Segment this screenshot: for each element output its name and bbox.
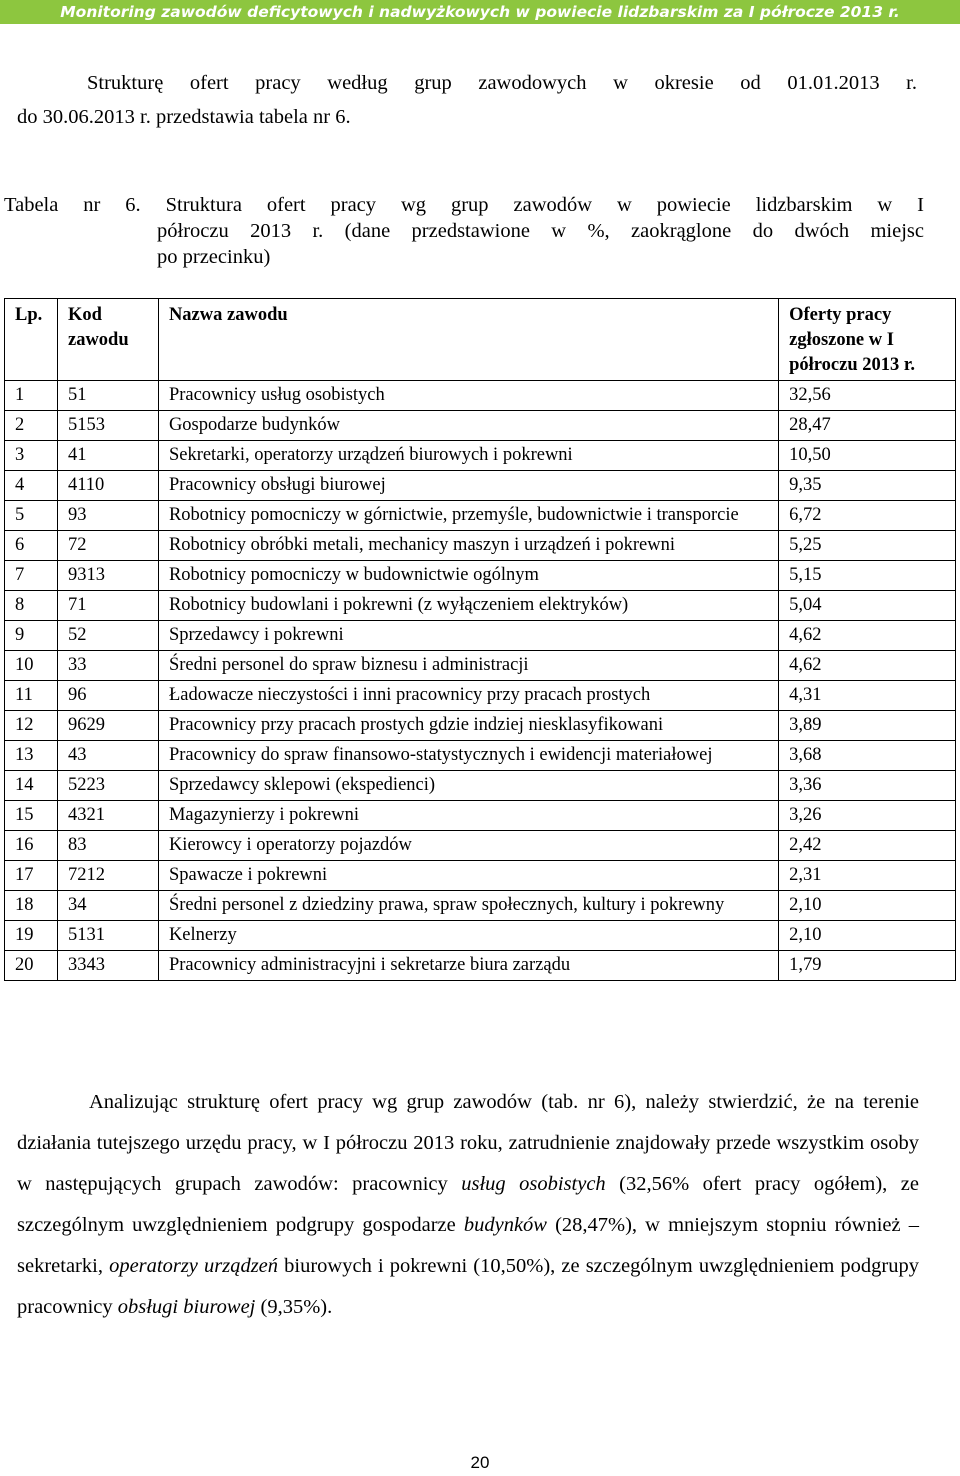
table-row bbox=[5, 411, 956, 441]
analysis-text bbox=[17, 1082, 919, 1328]
intro-line-1: Strukturę ofert pracy według grup zawodowych w okresie od 01.01.2013 r. bbox=[87, 72, 917, 94]
cell-oferty: 3,36 bbox=[779, 771, 956, 801]
cell-lp: 20 bbox=[5, 951, 58, 981]
cell-oferty: 5,15 bbox=[779, 561, 956, 591]
cell-nazwa: Pracownicy do spraw finansowo-statystycznych i ewidencji materiałowej bbox=[158, 741, 778, 771]
cell-kod: 9629 bbox=[57, 711, 158, 741]
cell-nazwa: Średni personel z dziedziny prawa, spraw społecznych, kultury i pokrewny bbox=[158, 891, 778, 921]
caption-line-2-normal: (dane przedstawione w %, zaokrąglone do dwóch miejsc bbox=[323, 220, 924, 242]
cell-nazwa: Średni personel do spraw biznesu i administracji bbox=[158, 651, 778, 681]
cell-oferty: 6,72 bbox=[779, 501, 956, 531]
cell-lp: 15 bbox=[5, 801, 58, 831]
cell-lp: 5 bbox=[5, 501, 58, 531]
table-row bbox=[5, 921, 956, 951]
cell-lp: 10 bbox=[5, 651, 58, 681]
cell-oferty: 2,10 bbox=[779, 891, 956, 921]
analysis-text-2: (32,56% ofert pracy ogółem), ze szczególnym uwzględnieniem podgrupy gospodarze bbox=[17, 1173, 919, 1236]
table-row bbox=[5, 681, 956, 711]
header-kod: Kod zawodu bbox=[57, 299, 158, 381]
table-row bbox=[5, 441, 956, 471]
cell-oferty: 32,56 bbox=[779, 381, 956, 411]
cell-nazwa: Sekretarki, operatorzy urządzeń biurowych i pokrewni bbox=[158, 441, 778, 471]
cell-oferty: 4,62 bbox=[779, 621, 956, 651]
cell-lp: 8 bbox=[5, 591, 58, 621]
cell-kod: 93 bbox=[57, 501, 158, 531]
cell-nazwa: Pracownicy przy pracach prostych gdzie indziej niesklasyfikowani bbox=[158, 711, 778, 741]
cell-kod: 71 bbox=[57, 591, 158, 621]
analysis-text-1: Analizując strukturę ofert pracy wg grup zawodów (tab. nr 6), należy stwierdzić, że na terenie działania tutejszego urzędu pracy, w I półroczu 2013 roku, zatrudnienie znajdowały przede wszystkim osoby w następujących grupach zawodów: pracownicy bbox=[17, 1091, 919, 1195]
analysis-text-4: biurowych i pokrewni (10,50%), ze szczególnym uwzględnieniem podgrupy pracownicy bbox=[17, 1255, 919, 1318]
cell-oferty: 2,10 bbox=[779, 921, 956, 951]
table-row bbox=[5, 471, 956, 501]
cell-oferty: 28,47 bbox=[779, 411, 956, 441]
cell-nazwa: Spawacze i pokrewni bbox=[158, 861, 778, 891]
cell-oferty: 4,31 bbox=[779, 681, 956, 711]
job-offers-table bbox=[4, 298, 956, 981]
page-number: 20 bbox=[470, 1453, 490, 1472]
cell-oferty: 10,50 bbox=[779, 441, 956, 471]
cell-kod: 51 bbox=[57, 381, 158, 411]
cell-kod: 9313 bbox=[57, 561, 158, 591]
cell-nazwa: Pracownicy obsługi biurowej bbox=[158, 471, 778, 501]
table-body bbox=[5, 381, 956, 981]
analysis-paragraph bbox=[17, 1082, 919, 1328]
cell-kod: 33 bbox=[57, 651, 158, 681]
cell-nazwa: Robotnicy obróbki metali, mechanicy maszyn i urządzeń i pokrewni bbox=[158, 531, 778, 561]
analysis-text-5: (9,35%). bbox=[255, 1296, 333, 1318]
cell-oferty: 2,42 bbox=[779, 831, 956, 861]
analysis-italic-2: budynków bbox=[463, 1214, 547, 1236]
cell-oferty: 3,26 bbox=[779, 801, 956, 831]
cell-lp: 9 bbox=[5, 621, 58, 651]
cell-kod: 41 bbox=[57, 441, 158, 471]
table-row bbox=[5, 621, 956, 651]
cell-lp: 11 bbox=[5, 681, 58, 711]
cell-nazwa: Gospodarze budynków bbox=[158, 411, 778, 441]
cell-nazwa: Ładowacze nieczystości i inni pracownicy przy pracach prostych bbox=[158, 681, 778, 711]
header-title: Monitoring zawodów deficytowych i nadwyżkowych w powiecie lidzbarskim za I półrocze 2013 r. bbox=[60, 3, 900, 21]
table-row bbox=[5, 801, 956, 831]
cell-kod: 96 bbox=[57, 681, 158, 711]
cell-oferty: 4,62 bbox=[779, 651, 956, 681]
cell-kod: 5131 bbox=[57, 921, 158, 951]
table-row bbox=[5, 591, 956, 621]
cell-lp: 12 bbox=[5, 711, 58, 741]
table-row bbox=[5, 711, 956, 741]
table-row bbox=[5, 741, 956, 771]
cell-kod: 43 bbox=[57, 741, 158, 771]
header-nazwa: Nazwa zawodu bbox=[158, 299, 778, 381]
cell-oferty: 9,35 bbox=[779, 471, 956, 501]
cell-lp: 1 bbox=[5, 381, 58, 411]
cell-nazwa: Kelnerzy bbox=[158, 921, 778, 951]
cell-nazwa: Robotnicy pomocniczy w budownictwie ogólnym bbox=[158, 561, 778, 591]
caption-line-1: Tabela nr 6. Struktura ofert pracy wg grup zawodów w powiecie lidzbarskim w I bbox=[4, 194, 924, 216]
cell-lp: 16 bbox=[5, 831, 58, 861]
cell-lp: 6 bbox=[5, 531, 58, 561]
intro-line-2: do 30.06.2013 r. przedstawia tabela nr 6. bbox=[17, 106, 351, 128]
table-row bbox=[5, 861, 956, 891]
analysis-italic-3: operatorzy urządzeń bbox=[109, 1255, 279, 1277]
cell-oferty: 3,68 bbox=[779, 741, 956, 771]
table-row bbox=[5, 561, 956, 591]
cell-lp: 13 bbox=[5, 741, 58, 771]
table-row bbox=[5, 771, 956, 801]
cell-nazwa: Sprzedawcy sklepowi (ekspedienci) bbox=[158, 771, 778, 801]
table-row bbox=[5, 501, 956, 531]
cell-kod: 34 bbox=[57, 891, 158, 921]
cell-nazwa: Pracownicy administracyjni i sekretarze biura zarządu bbox=[158, 951, 778, 981]
table-row bbox=[5, 831, 956, 861]
table-caption bbox=[4, 192, 924, 270]
caption-line-3: po przecinku) bbox=[157, 246, 271, 268]
cell-kod: 7212 bbox=[57, 861, 158, 891]
cell-lp: 3 bbox=[5, 441, 58, 471]
table-row bbox=[5, 951, 956, 981]
cell-oferty: 5,25 bbox=[779, 531, 956, 561]
cell-nazwa: Robotnicy budowlani i pokrewni (z wyłączeniem elektryków) bbox=[158, 591, 778, 621]
cell-kod: 4321 bbox=[57, 801, 158, 831]
cell-nazwa: Kierowcy i operatorzy pojazdów bbox=[158, 831, 778, 861]
cell-oferty: 2,31 bbox=[779, 861, 956, 891]
caption-line-2 bbox=[4, 218, 924, 244]
cell-lp: 19 bbox=[5, 921, 58, 951]
header-lp: Lp. bbox=[5, 299, 58, 381]
table-row bbox=[5, 651, 956, 681]
cell-lp: 14 bbox=[5, 771, 58, 801]
cell-oferty: 5,04 bbox=[779, 591, 956, 621]
caption-line-2-bold: półroczu 2013 r. bbox=[157, 220, 324, 242]
cell-kod: 72 bbox=[57, 531, 158, 561]
cell-nazwa: Magazynierzy i pokrewni bbox=[158, 801, 778, 831]
cell-lp: 4 bbox=[5, 471, 58, 501]
cell-oferty: 3,89 bbox=[779, 711, 956, 741]
analysis-text-3: (28,47%), w mniejszym stopniu również – sekretarki, bbox=[17, 1214, 919, 1277]
cell-lp: 7 bbox=[5, 561, 58, 591]
analysis-italic-4: obsługi biurowej bbox=[117, 1296, 256, 1318]
cell-nazwa: Robotnicy pomocniczy w górnictwie, przemyśle, budownictwie i transporcie bbox=[158, 501, 778, 531]
cell-kod: 52 bbox=[57, 621, 158, 651]
cell-kod: 5223 bbox=[57, 771, 158, 801]
cell-nazwa: Sprzedawcy i pokrewni bbox=[158, 621, 778, 651]
cell-lp: 17 bbox=[5, 861, 58, 891]
table-row bbox=[5, 891, 956, 921]
intro-paragraph bbox=[17, 66, 917, 134]
header-banner bbox=[0, 0, 960, 24]
cell-nazwa: Pracownicy usług osobistych bbox=[158, 381, 778, 411]
cell-lp: 2 bbox=[5, 411, 58, 441]
cell-kod: 3343 bbox=[57, 951, 158, 981]
header-oferty: Oferty pracy zgłoszone w I półroczu 2013 r. bbox=[779, 299, 956, 381]
cell-oferty: 1,79 bbox=[779, 951, 956, 981]
cell-lp: 18 bbox=[5, 891, 58, 921]
analysis-italic-1: usług osobistych bbox=[461, 1173, 606, 1195]
cell-kod: 4110 bbox=[57, 471, 158, 501]
cell-kod: 83 bbox=[57, 831, 158, 861]
table-header-row bbox=[5, 299, 956, 381]
table-row bbox=[5, 531, 956, 561]
table-row bbox=[5, 381, 956, 411]
cell-kod: 5153 bbox=[57, 411, 158, 441]
